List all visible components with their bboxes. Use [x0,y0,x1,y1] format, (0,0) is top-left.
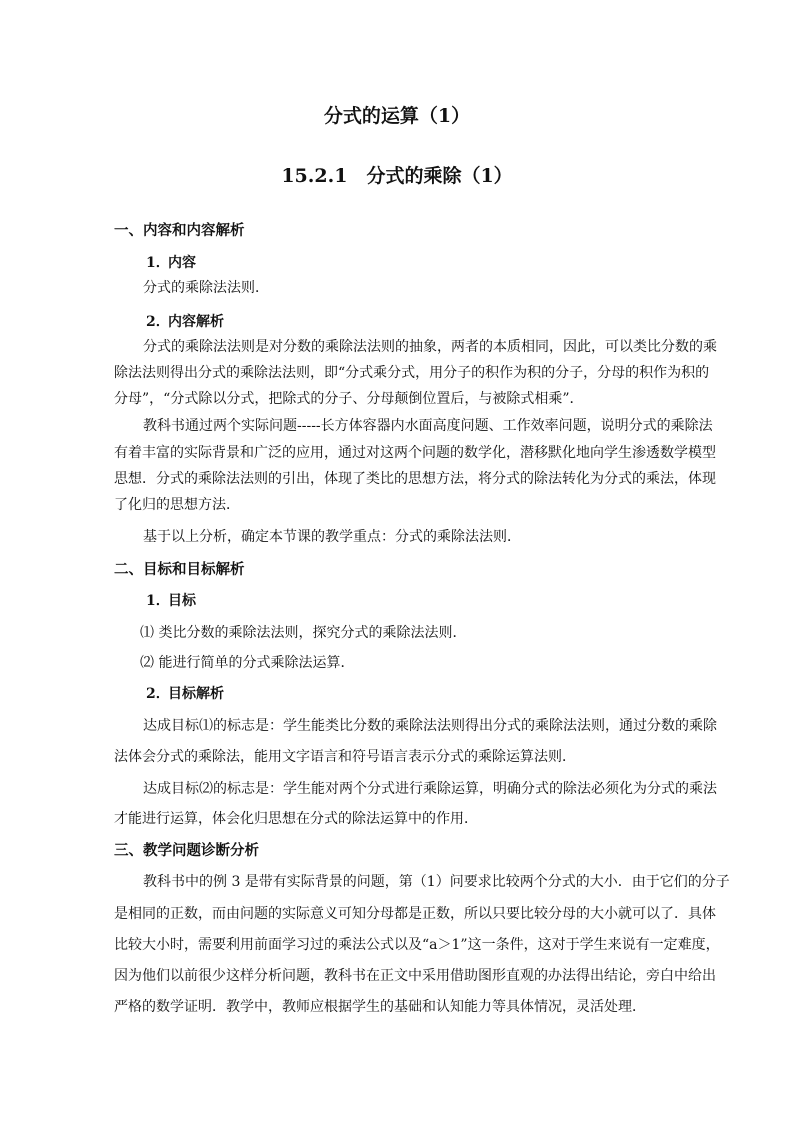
paragraph-line: 基于以上分析，确定本节课的教学重点：分式的乘除法法则． [143,529,521,545]
subheading-label: 内容 [168,255,196,271]
paragraph-line: 因为他们以前很少这样分析问题，教科书在正文中采用借助图形直观的办法得出结论，旁白中给出 [114,968,716,984]
paragraph-line: 了化归的思想方法． [114,497,240,513]
subheading-goal [146,590,196,612]
lesson-subtitle: 15.2.1 分式的乘除（1） [281,165,513,187]
paragraph-line: 分母”，“分式除以分式，把除式的分子、分母颠倒位置后，与被除式相乘”． [114,391,584,407]
goal-item-1: ⑴ 类比分数的乘除法法则，探究分式的乘除法法则． [140,625,467,641]
paragraph-line: 教科书通过两个实际问题-----长方体容器内水面高度问题、工作效率问题，说明分式的乘除法 [143,418,713,434]
paragraph-line: 达成目标⑵的标志是：学生能对两个分式进行乘除运算，明确分式的除法必须化为分式的乘法 [143,781,717,797]
subheading-num: 2． [146,314,170,330]
subheading-goal-analysis [146,683,224,705]
paragraph-line: 才能进行运算，体会化归思想在分式的除法运算中的作用． [114,811,478,827]
subheading-num: 1． [146,255,170,271]
subheading-label: 目标 [168,593,196,609]
subheading-content-analysis [146,311,224,333]
goal-item-2: ⑵ 能进行简单的分式乘除法运算． [140,655,355,671]
page-title: 分式的运算（1） [323,105,471,127]
paragraph-line: 思想．分式的乘除法法则的引出，体现了类比的思想方法，将分式的除法转化为分式的乘法，体现 [114,471,716,487]
paragraph-line: 是相同的正数，而由问题的实际意义可知分母都是正数，所以只要比较分母的大小就可以了．具体 [114,906,716,922]
paragraph-line: 除法法则得出分式的乘除法法则，即“分式乘分式，用分子的积作为积的分子，分母的积作为积的 [114,365,710,381]
paragraph-line: 教科书中的例 3 是带有实际背景的问题，第（1）问要求比较两个分式的大小．由于它们的分子 [143,874,730,890]
paragraph-line: 有着丰富的实际背景和广泛的应用，通过对这两个问题的数学化，潜移默化地向学生渗透数学模型 [114,445,716,461]
paragraph-line: 法体会分式的乘除法，能用文字语言和符号语言表示分式的乘除运算法则． [114,749,576,765]
section-heading-2: 二、目标和目标解析 [114,561,245,578]
subheading-content [146,252,196,274]
section-heading-1: 一、内容和内容解析 [114,222,245,239]
section-heading-3: 三、教学问题诊断分析 [114,842,259,859]
paragraph-line: 分式的乘除法法则是对分数的乘除法法则的抽象，两者的本质相同，因此，可以类比分数的乘 [143,339,717,355]
content-text: 分式的乘除法法则． [143,280,269,296]
subheading-label: 目标解析 [168,686,224,702]
subheading-label: 内容解析 [168,314,224,330]
subheading-num: 2． [146,686,170,702]
paragraph-line: 比较大小时，需要利用前面学习过的乘法公式以及“a＞1”这一条件，这对于学生来说有一定难度， [114,937,720,953]
subheading-num: 1． [146,593,170,609]
paragraph-line: 达成目标⑴的标志是：学生能类比分数的乘除法法则得出分式的乘除法法则，通过分数的乘除 [143,718,717,734]
paragraph-line: 严格的数学证明．教学中，教师应根据学生的基础和认知能力等具体情况，灵活处理． [114,999,646,1015]
